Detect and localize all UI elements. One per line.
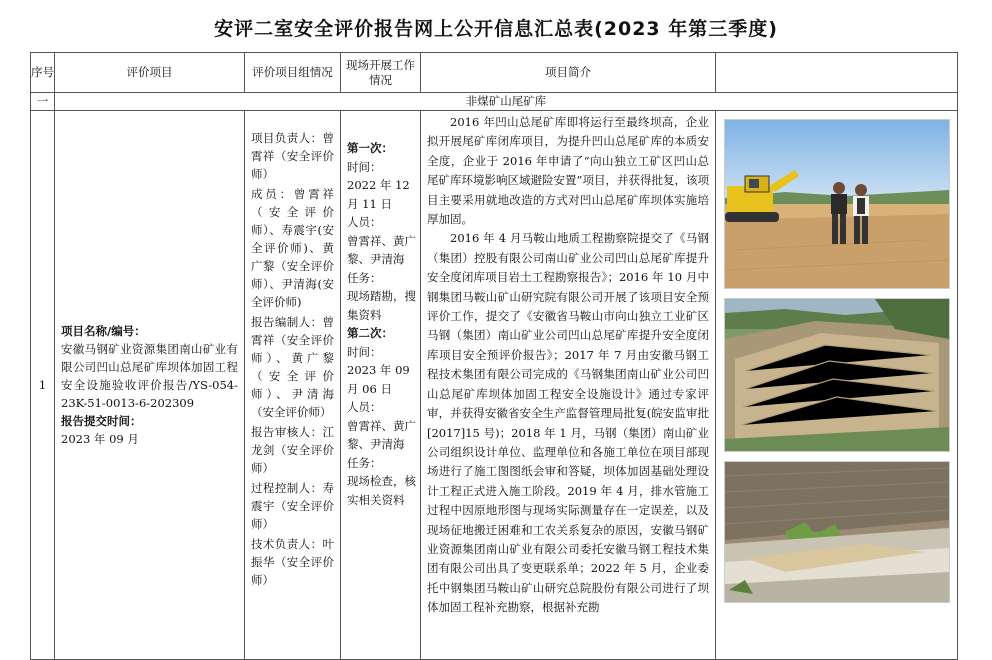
site-first-label: 第一次： <box>347 141 393 155</box>
site-first-people-label: 人员： <box>347 215 382 229</box>
report-table <box>30 52 958 660</box>
header-summary: 项目简介 <box>421 53 716 93</box>
header-photos <box>716 53 958 93</box>
site-second-task-label: 任务： <box>347 455 382 470</box>
section-no: 一 <box>31 93 55 111</box>
table-row <box>31 111 958 660</box>
header-row <box>31 53 958 93</box>
project-name-label: 项目名称/编号： <box>61 324 146 338</box>
site-first-task: 现场踏勘，搜集资料 <box>347 289 416 322</box>
header-no: 序号 <box>31 53 55 93</box>
team-reviewer: 报告审核人：江龙剑（安全评价师） <box>251 425 334 475</box>
report-date-label: 报告提交时间： <box>61 414 142 428</box>
site-second-people: 曾霄祥、黄广黎、尹清海 <box>347 418 416 451</box>
row-no: 1 <box>31 111 55 660</box>
site-second-task: 现场检查，核实相关资料 <box>347 474 416 507</box>
team-writers: 报告编制人：曾霄祥（安全评价师）、黄广黎（安全评价师）、尹清海（安全评价师） <box>251 315 334 419</box>
team-tech-lead: 技术负责人：叶振华（安全评价师） <box>251 537 334 587</box>
project-summary-cell <box>421 111 716 660</box>
summary-paragraph: 2016 年 4 月马鞍山地质工程勘察院提交了《马钢（集团）控股有限公司南山矿业公司凹山总尾矿库提升安全度闭库项目岩土工程勘察报告》；2016 年 10 月中钢集团马鞍山矿山研究院有限公司开展了该项目安全预评价工作，提交了《安徽省马鞍山市向山独立工业矿区马钢（集团）南山矿业公司凹山总尾矿库提升安全度闭库项目安全预评价报告》；2017 年 7 月由安徽马钢工程技术集团有限公司完成的《马钢集团南山矿业公司凹山总尾矿库坝体加固工程安全设施设计》通过专家评审，并获得安徽省安全生产监督管理局批复(皖安监审批[2017]15 号)；2018 年 1 月，马钢（集团）南山矿业公司组织设计单位、监理单位和各施工单位在项目部现场进行了施工图图纸会审和答疑，坝体加固基础处理设计工程正式进入施工阶段。2019 年 4 月，排水管施工过程中因原地形图与现场实际测量存在一定误差，以及现场征地搬迁困难和工农关系复杂的原因，安徽马钢矿业资源集团南山矿业有限公司委托安徽马钢工程技术集团有限公司出具了变更联系单；2022 年 5 月，企业委托中钢集团马鞍山矿山研究总院股份有限公司进行了坝体加固工程补充勘察，根据补充勘 <box>427 231 709 615</box>
site-first-time: 2022 年 12 月 11 日 <box>347 178 410 211</box>
header-site: 现场开展工作情况 <box>341 53 421 93</box>
team-leader: 项目负责人：曾霄祥（安全评价师） <box>251 131 334 181</box>
section-label: 非煤矿山尾矿库 <box>55 93 958 111</box>
report-date-value: 2023 年 09 月 <box>61 432 139 446</box>
team-process-controller: 过程控制人：寿震宇（安全评价师） <box>251 481 334 531</box>
photos-cell <box>716 111 958 660</box>
page-title: 安评二室安全评价报告网上公开信息汇总表(2023 年第三季度) <box>214 18 778 40</box>
project-info-cell <box>55 111 245 660</box>
site-photo-drainage <box>724 461 950 603</box>
site-second-people-label: 人员： <box>347 400 382 414</box>
team-members: 成员：曾霄祥（安全评价师）、寿震宇(安全评价师)、黄广黎（安全评价师）、尹清海(安全评价师) <box>251 187 334 309</box>
header-item: 评价项目 <box>55 53 245 93</box>
site-photo-excavator <box>724 119 950 289</box>
site-second-time-label: 时间： <box>347 344 382 359</box>
site-second-time: 2023 年 09 月 06 日 <box>347 363 410 396</box>
site-photo-dam-slope <box>724 298 950 452</box>
header-team: 评价项目组情况 <box>245 53 341 93</box>
section-row <box>31 93 958 111</box>
summary-paragraph: 2016 年凹山总尾矿库即将运行至最终坝高，企业拟开展尾矿库闭库项目，为提升凹山总尾矿库的本质安全度，企业于 2016 年申请了“向山独立工矿区凹山总尾矿库环境影响区域避险安置”项目，并获得批复，该项目主要采用就地改造的方式对凹山总尾矿库坝体实施培厚加固。 <box>427 115 709 227</box>
site-first-time-label: 时间： <box>347 159 382 174</box>
site-first-people: 曾霄祥、黄广黎、尹清海 <box>347 233 416 266</box>
site-second-label: 第二次： <box>347 326 393 340</box>
team-cell <box>245 111 341 660</box>
site-work-cell <box>341 111 421 660</box>
project-name-value: 安徽马钢矿业资源集团南山矿业有限公司凹山总尾矿库坝体加固工程安全设施验收评价报告/YS-054-23K-51-0013-6-202309 <box>61 342 238 410</box>
site-first-task-label: 任务： <box>347 270 382 285</box>
